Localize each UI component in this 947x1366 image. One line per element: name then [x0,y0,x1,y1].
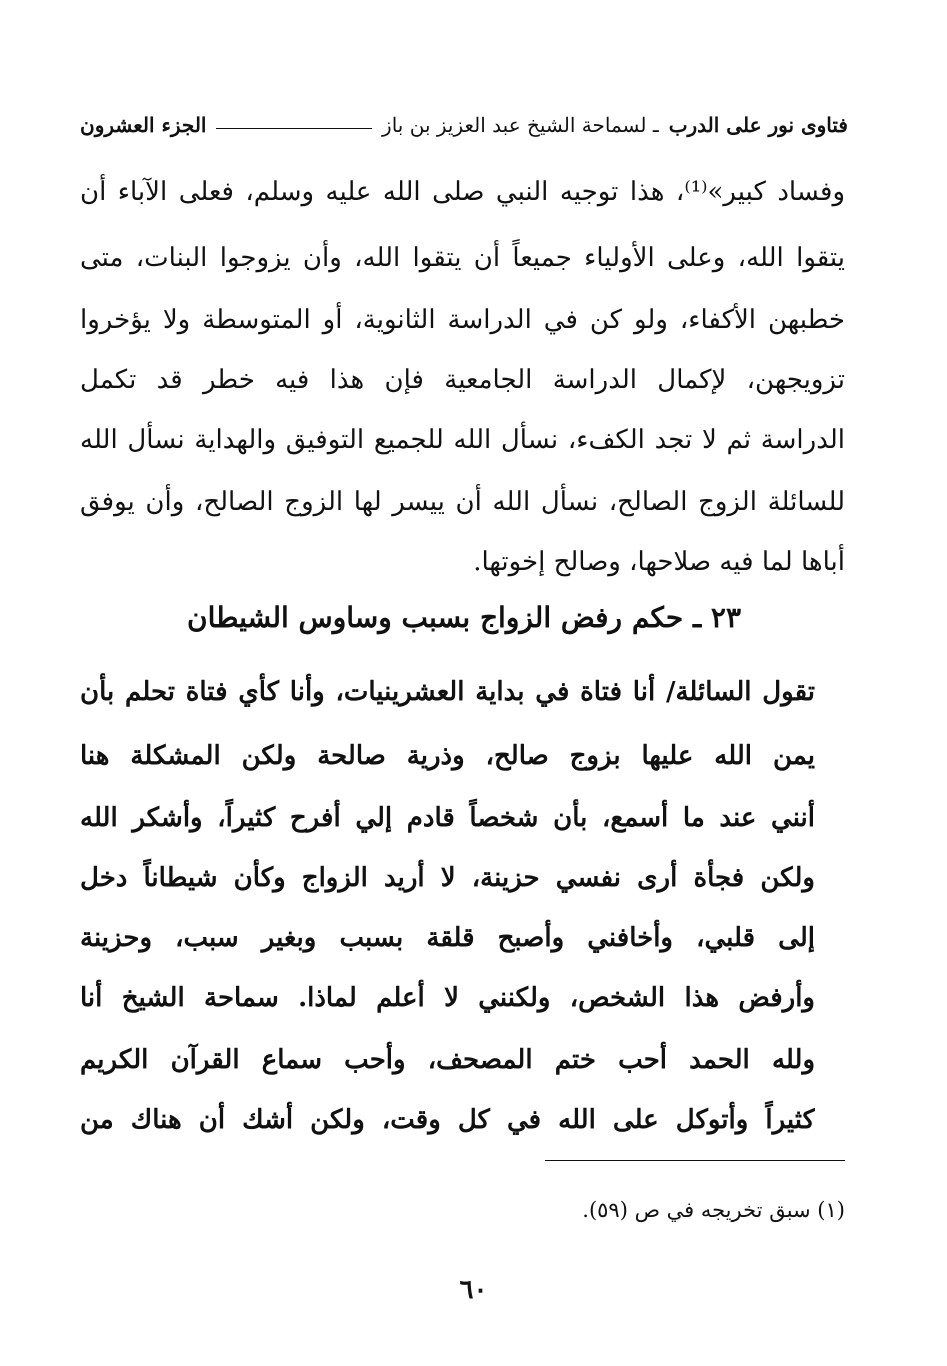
paragraph1-line: للسائلة الزوج الصالح، نسأل الله أن ييسر لها الزوج الصالح، وأن يوفق [80,487,845,517]
paragraph1-line: الدراسة ثم لا تجد الكفء، نسأل الله للجميع التوفيق والهداية نسأل الله [80,425,845,455]
running-header [80,108,848,142]
paragraph1-line: وفساد كبير»⁽¹⁾، هذا توجيه النبي صلى الله عليه وسلم، فعلى الآباء أن [80,177,845,207]
header-book-title: فتاوى نور على الدرب [668,113,848,137]
header-rule [216,128,372,129]
paragraph2-line: ولكن فجأة أرى نفسي حزينة، لا أريد الزواج وكأن شيطاناً دخل [80,863,815,893]
header-part: الجزء العشرون [80,113,207,137]
paragraph1-line: أباها لما فيه صلاحها، وصالح إخوتها. [473,547,845,577]
paragraph2-line: ولله الحمد أحب ختم المصحف، وأحب سماع القرآن الكريم [80,1045,815,1075]
paragraph2-line: إلى قلبي، وأخافني وأصبح قلقة بسبب وبغير سبب، وحزينة [80,923,815,953]
paragraph2-line: يمن الله عليها بزوج صالح، وذرية صالحة ولكن المشكلة هنا [80,741,815,771]
paragraph1-line: تزويجهن، لإكمال الدراسة الجامعية فإن هذا فيه خطر قد تكمل [80,365,845,395]
paragraph2-line: كثيراً وأتوكل على الله في كل وقت، ولكن أشك أن هناك من [80,1105,815,1135]
section-heading: ٢٣ ـ حكم رفض الزواج بسبب وساوس الشيطان [187,601,741,634]
footnote: (١) سبق تخريجه في ص (٥٩). [582,1198,845,1222]
footnote-separator [545,1160,845,1161]
paragraph1-line: يتقوا الله، وعلى الأولياء جميعاً أن يتقوا الله، وأن يزوجوا البنات، متى [80,243,845,273]
header-author: ـ لسماحة الشيخ عبد العزيز بن باز [382,113,659,137]
paragraph1-line: خطبهن الأكفاء، ولو كن في الدراسة الثانوية، أو المتوسطة ولا يؤخروا [80,305,845,335]
paragraph2-line: وأرفض هذا الشخص، ولكنني لا أعلم لماذا. سماحة الشيخ أنا [80,983,815,1013]
paragraph2-line: تقول السائلة/ أنا فتاة في بداية العشرينيات، وأنا كأي فتاة تحلم بأن [80,677,815,707]
paragraph2-line: أنني عند ما أسمع، بأن شخصاً قادم إلي أفرح كثيراً، وأشكر الله [80,803,815,833]
page-number: ٦٠ [459,1275,488,1305]
